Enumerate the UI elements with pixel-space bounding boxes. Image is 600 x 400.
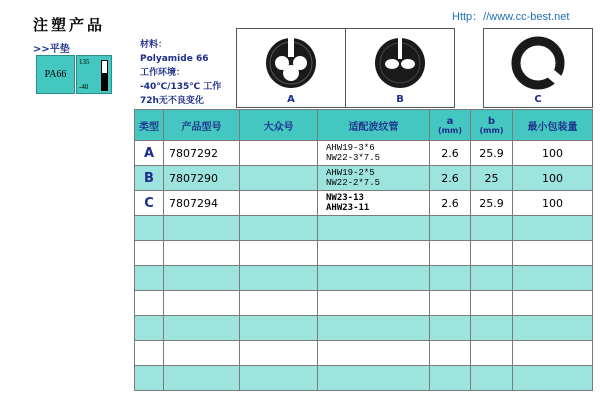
table-row xyxy=(135,141,593,166)
row-vw xyxy=(240,191,318,216)
thermometer-fill xyxy=(102,73,107,90)
col-b-letter: b xyxy=(487,115,496,127)
col-header-b xyxy=(471,110,513,141)
empty-row xyxy=(135,266,593,291)
row-code: 7807290 xyxy=(164,166,240,191)
row-vw xyxy=(240,166,318,191)
col-header-code: 产品型号 xyxy=(164,110,240,141)
row-type: C xyxy=(135,191,164,216)
section-subtitle xyxy=(33,40,70,55)
material-value: Polyamide 66 xyxy=(140,54,209,64)
row-hose-line1: AHW19-2*5 xyxy=(326,168,375,178)
row-b: 25 xyxy=(471,166,513,191)
temperature-scale xyxy=(76,55,112,94)
product-image-b xyxy=(345,28,455,108)
row-hose-line2: AHW23-11 xyxy=(326,203,370,213)
row-code: 7807292 xyxy=(164,141,240,166)
row-type: B xyxy=(135,166,164,191)
row-code: 7807294 xyxy=(164,191,240,216)
table-row xyxy=(135,166,593,191)
row-hose xyxy=(318,191,430,216)
temp-low: -40 xyxy=(79,83,89,91)
row-hose xyxy=(318,166,430,191)
col-header-type: 类型 xyxy=(135,110,164,141)
product-table xyxy=(134,109,593,391)
spec-block xyxy=(140,38,221,108)
material-label: 材料： xyxy=(140,40,168,50)
empty-row xyxy=(135,316,593,341)
empty-row xyxy=(135,291,593,316)
aging-note: 72h无不良变化 xyxy=(140,96,204,106)
env-value: -40℃/135℃ 工作 xyxy=(140,82,222,92)
material-badge: PA66 xyxy=(36,55,75,94)
row-b: 25.9 xyxy=(471,141,513,166)
split-washer-b-icon xyxy=(370,33,430,93)
row-a: 2.6 xyxy=(430,191,471,216)
split-washer-a-icon xyxy=(261,33,321,93)
row-hose-line1: AHW19-3*6 xyxy=(326,143,375,153)
empty-row xyxy=(135,216,593,241)
product-image-c xyxy=(483,28,593,108)
image-label-a: A xyxy=(287,94,295,105)
thermometer-icon xyxy=(101,60,108,91)
row-a: 2.6 xyxy=(430,166,471,191)
table-row xyxy=(135,191,593,216)
subtitle-text: 平垫 xyxy=(49,44,70,55)
col-a-letter: a xyxy=(446,115,454,127)
row-hose-line2: NW22-2*7.5 xyxy=(326,178,381,188)
env-label: 工作环境： xyxy=(140,68,186,78)
website-url[interactable]: Http：//www.cc-best.net xyxy=(452,11,570,23)
col-a-unit: (mm) xyxy=(438,125,462,135)
row-hose-line2: NW22-3*7.5 xyxy=(326,153,381,163)
row-type: A xyxy=(135,141,164,166)
col-header-vw: 大众号 xyxy=(240,110,318,141)
row-pack: 100 xyxy=(513,141,593,166)
empty-row xyxy=(135,341,593,366)
col-header-a xyxy=(430,110,471,141)
empty-row xyxy=(135,366,593,391)
col-header-hose: 适配波纹管 xyxy=(318,110,430,141)
row-hose-line1: NW23-13 xyxy=(326,193,364,203)
image-label-b: B xyxy=(396,94,404,105)
row-vw xyxy=(240,141,318,166)
row-pack: 100 xyxy=(513,166,593,191)
col-b-unit: (mm) xyxy=(479,125,504,135)
subtitle-arrow: >> xyxy=(33,44,50,55)
col-header-pack: 最小包装量 xyxy=(513,110,593,141)
empty-row xyxy=(135,241,593,266)
image-label-c: C xyxy=(534,94,542,105)
product-image-a xyxy=(236,28,346,108)
split-ring-c-icon xyxy=(508,33,568,93)
page-title: 注塑产品 xyxy=(33,16,106,34)
row-a: 2.6 xyxy=(430,141,471,166)
row-pack: 100 xyxy=(513,191,593,216)
row-hose xyxy=(318,141,430,166)
temp-high: 135 xyxy=(79,58,90,66)
row-b: 25.9 xyxy=(471,191,513,216)
